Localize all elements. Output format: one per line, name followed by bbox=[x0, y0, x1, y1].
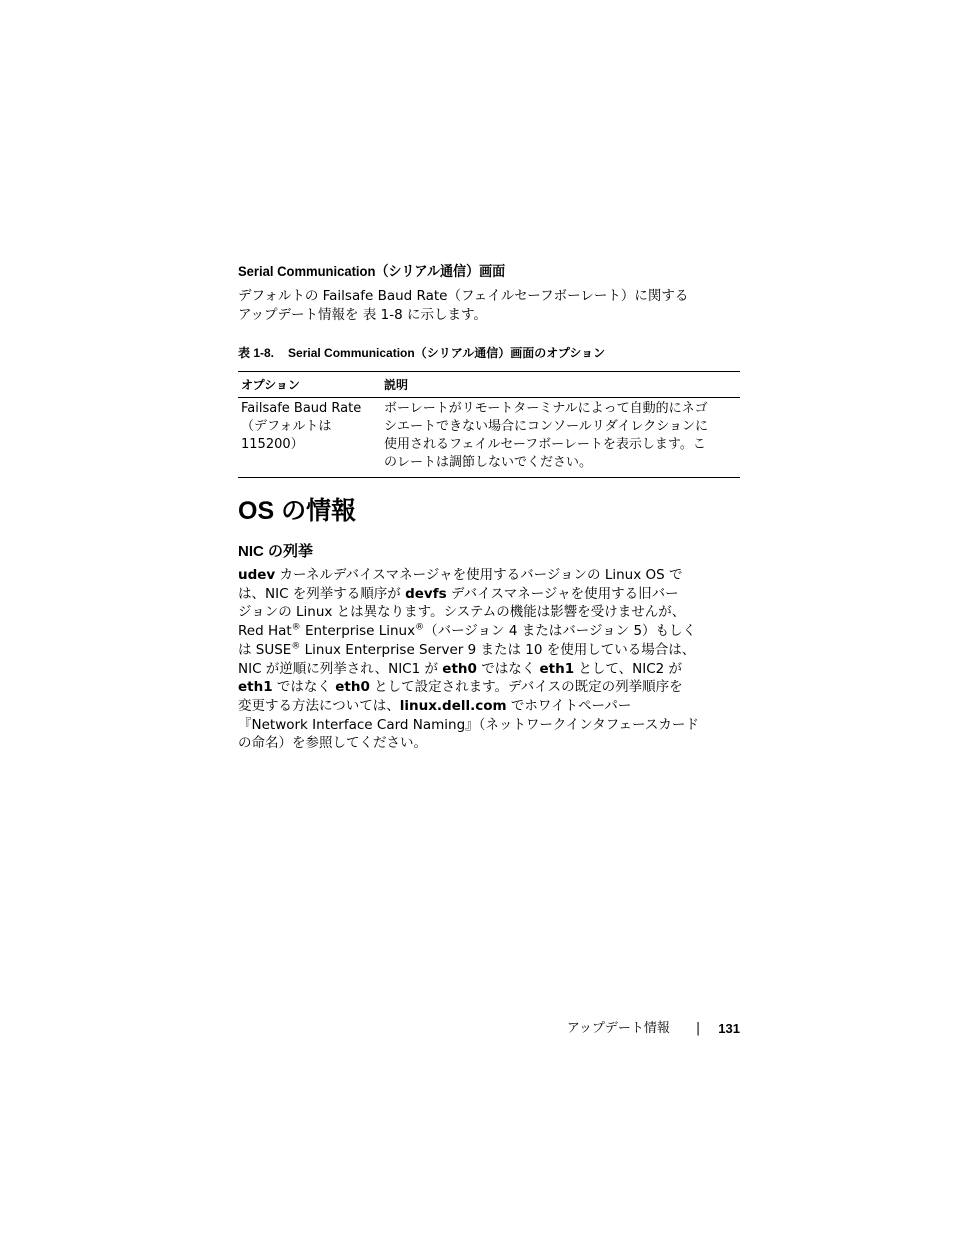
table-caption-title: Serial Communication（シリアル通信）画面のオプション bbox=[288, 346, 606, 360]
footer-chapter-title: アップデート情報 bbox=[566, 1021, 670, 1036]
os-info-title: OS の情報 bbox=[238, 497, 357, 525]
page-content bbox=[238, 262, 740, 753]
registered-mark: ® bbox=[291, 641, 301, 652]
dell-linux-link: linux.dell.com bbox=[399, 697, 507, 714]
header-description: 説明 bbox=[381, 372, 740, 398]
registered-mark: ® bbox=[291, 622, 301, 633]
page-footer bbox=[567, 1020, 740, 1038]
table-caption-number: 表 1-8. bbox=[238, 346, 275, 360]
nic-enumeration-title: NIC の列挙 bbox=[238, 543, 314, 560]
header-option: オプション bbox=[238, 372, 381, 398]
section-title: Serial Communication（シリアル通信）画面 bbox=[238, 263, 506, 279]
footer-separator: | bbox=[695, 1021, 701, 1036]
table-header-row bbox=[238, 372, 740, 398]
option-cell: Failsafe Baud Rate （デフォルトは 115200） bbox=[241, 401, 362, 452]
table-row bbox=[238, 398, 740, 478]
registered-mark: ® bbox=[415, 622, 425, 633]
table-caption bbox=[238, 345, 740, 361]
page-number: 131 bbox=[718, 1021, 740, 1036]
section-intro: デフォルトの Failsafe Baud Rate（フェイルセーフボーレート）に関する アップデート情報を 表 1-8 に示します。 bbox=[238, 288, 689, 323]
options-table bbox=[238, 371, 740, 478]
nic-enumeration-paragraph: udev カーネルデバイスマネージャを使用するバージョンの Linux OS で は、NIC を列挙する順序が devfs デバイスマネージャを使用する旧バー ジョンの Linux とは異なります。システムの機能は影響を受けませんが、 Red Hat® Enterprise Linux®（バージョン 4 またはバージョン 5）もしく は SUSE® Linux Enterprise Server 9 または 10 を使用している場合は、 NIC が逆順に列挙され、NIC1 が eth0 ではなく eth1 として、NIC2 が eth1 ではなく eth0 として設定されます。デバイスの既定の列挙順序を 変更する方法については、linux.dell.com でホワイトペーパー 『Network Interface Card Naming』（ネットワークインタフェースカード の命名）を参照してください。 bbox=[238, 567, 699, 752]
description-cell: ボーレートがリモートターミナルによって自動的にネゴ シエートできない場合にコンソールリダイレクションに 使用されるフェイルセーフボーレートを表示します。こ のレートは調節しないでください。 bbox=[384, 401, 708, 470]
